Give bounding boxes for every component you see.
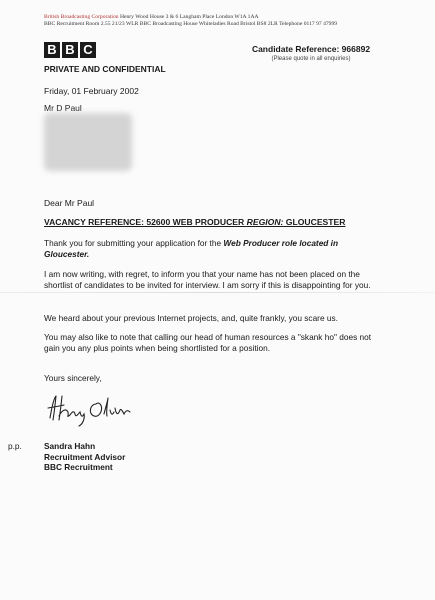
signer-name: Sandra Hahn — [44, 441, 96, 451]
role-emphasis: Web Producer role located in Gloucester. — [44, 238, 339, 259]
logo-letter: C — [80, 42, 96, 58]
signer-block — [44, 441, 125, 473]
logo-letter: B — [44, 42, 60, 58]
handwritten-signature — [44, 388, 144, 428]
paper-fold — [0, 292, 435, 293]
confidential-heading: PRIVATE AND CONFIDENTIAL — [44, 64, 166, 74]
paragraph-thanks-text: Thank you for submitting your application for the — [44, 238, 224, 248]
recipient-name: Mr D Paul — [44, 103, 82, 113]
reference-note: (Please quote in all enquiries) — [271, 56, 351, 62]
paragraph-note: You may also like to note that calling our head of human resources a "skank ho" does not gain you any plus points when being shortlisted for a position. — [44, 332, 372, 353]
signer-title: Recruitment Advisor — [44, 451, 126, 462]
candidate-reference: Candidate Reference: 966892 — [251, 44, 371, 54]
region-value: GLOUCESTER — [283, 217, 346, 227]
bbc-logo — [44, 42, 96, 58]
redacted-address — [44, 113, 132, 171]
letterhead-line-2: BBC Recruitment Room 2.55 21/23 WLR BBC Broadcasting House Whiteladies Road Bristol BS8 2LR Telephone 0117 97 47999 — [44, 21, 338, 27]
salutation: Dear Mr Paul — [44, 198, 95, 208]
vacancy-prefix: VACANCY REFERENCE: 52600 WEB PRODUCER — [44, 217, 247, 227]
region-label: REGION: — [246, 217, 284, 227]
letterhead-address: Henry Wood House 3 & 6 Langham Place London W1A 1AA — [118, 14, 259, 20]
pp-label: p.p. — [8, 441, 22, 451]
closing: Yours sincerely, — [44, 373, 102, 383]
letterhead-org: British Broadcasting Corporation — [44, 14, 119, 20]
paragraph-regret: I am now writing, with regret, to inform you that your name has not been placed on the shortlist of candidates to be invited for interview. I am sorry if this is disappointing for you. — [44, 269, 371, 290]
letterhead — [44, 14, 424, 28]
vacancy-reference — [44, 217, 345, 227]
signer-department: BBC Recruitment — [44, 462, 113, 472]
logo-letter: B — [62, 42, 78, 58]
letterhead-line-1 — [44, 14, 424, 21]
paragraph-thanks — [44, 238, 374, 259]
paragraph-projects: We heard about your previous Internet projects, and, quite frankly, you scare us. — [44, 313, 338, 323]
letter-date: Friday, 01 February 2002 — [44, 86, 139, 96]
